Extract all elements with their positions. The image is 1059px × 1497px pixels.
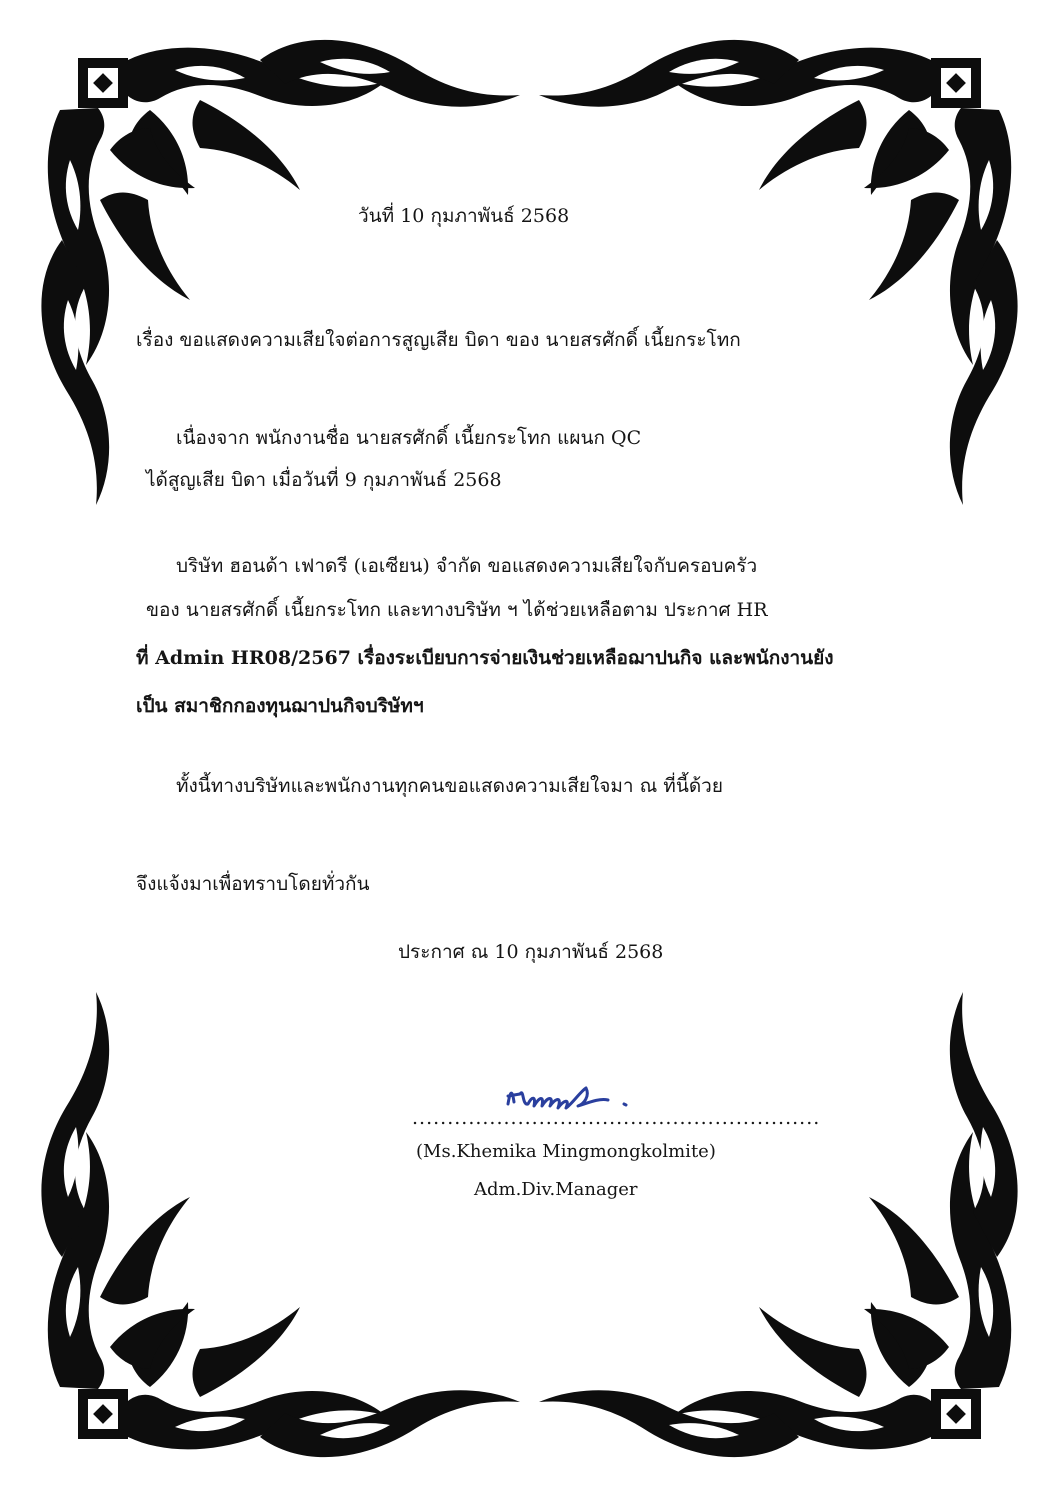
signatory-name: (Ms.Khemika Mingmongkolmite) [416, 1141, 716, 1162]
paragraph-2-line-4: เป็น สมาชิกกองทุนฌาปนกิจบริษัทฯ [136, 695, 424, 717]
paragraph-1-line-2: ได้สูญเสีย บิดา เมื่อวันที่ 9 กุมภาพันธ์ 2568 [146, 469, 502, 491]
signature-dotted-line: .......................................................... [412, 1107, 821, 1129]
announced-date: ประกาศ ณ 10 กุมภาพันธ์ 2568 [398, 941, 664, 963]
paragraph-3: ทั้งนี้ทางบริษัทและพนักงานทุกคนขอแสดงความเสียใจมา ณ ที่นี้ด้วย [176, 775, 723, 797]
paragraph-2-line-2: ของ นายสรศักดิ์ เนี้ยกระโทก และทางบริษัท ฯ ได้ช่วยเหลือตาม ประกาศ HR [146, 599, 768, 621]
paragraph-1-line-1: เนื่องจาก พนักงานชื่อ นายสรศักดิ์ เนี้ยกระโทก แผนก QC [176, 427, 642, 449]
subject-line: เรื่อง ขอแสดงความเสียใจต่อการสูญเสีย บิดา ของ นายสรศักดิ์ เนี้ยกระโทก [136, 329, 741, 351]
signatory-title: Adm.Div.Manager [474, 1179, 638, 1200]
notice-line: จึงแจ้งมาเพื่อทราบโดยทั่วกัน [136, 873, 370, 895]
paragraph-2-line-1: บริษัท ฮอนด้า เฟาดรี (เอเซียน) จำกัด ขอแสดงความเสียใจกับครอบครัว [176, 555, 758, 577]
date-line: วันที่ 10 กุมภาพันธ์ 2568 [358, 205, 570, 227]
paragraph-2-line-3: ที่ Admin HR08/2567 เรื่องระเบียบการจ่ายเงินช่วยเหลือฌาปนกิจ และพนักงานยัง [136, 647, 834, 669]
